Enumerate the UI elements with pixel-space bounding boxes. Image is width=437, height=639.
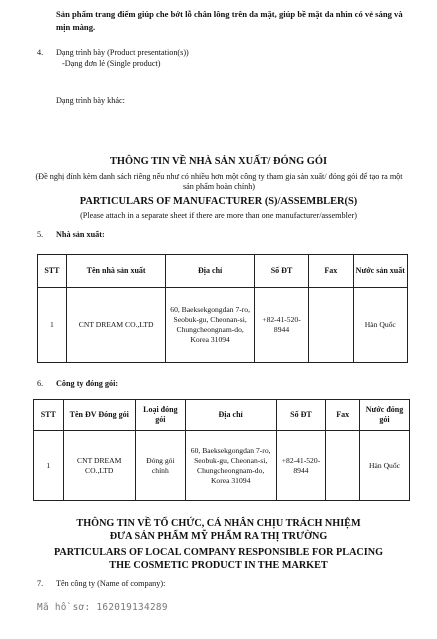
packer-table-header: [34, 400, 410, 431]
section-4-number: 4.: [37, 48, 44, 57]
table-row: [38, 288, 408, 363]
col-packer-name: Tên ĐV Đóng gói: [63, 400, 135, 431]
product-description: Sản phẩm trang điểm giúp che bớt lỗ chân lông trên da mặt, giúp bề mặt da nhìn có vẻ sáng và mịn màng.: [56, 9, 403, 32]
table-row: [34, 431, 410, 501]
manufacturer-table: [37, 254, 408, 363]
cell-fax: [309, 288, 353, 363]
col-address: Địa chỉ: [166, 255, 254, 288]
section-5-number: 5.: [37, 230, 44, 239]
manufacturer-title-vi: THÔNG TIN VỀ NHÀ SẢN XUẤT/ ĐÓNG GÓI: [110, 156, 327, 167]
section-7-number: 7.: [37, 579, 44, 588]
cell-country: Hàn Quốc: [353, 288, 407, 363]
cell-fax: [326, 431, 360, 501]
manufacturer-title-en: PARTICULARS OF MANUFACTURER (S)/ASSEMBLER(S): [79, 196, 358, 207]
col-stt: STT: [34, 400, 64, 431]
cell-manufacturer-name: CNT DREAM CO.,LTD: [66, 288, 166, 363]
col-country: Nước đóng gói: [360, 400, 410, 431]
col-country: Nước sản xuất: [353, 255, 407, 288]
local-company-title-en-2: THE COSMETIC PRODUCT IN THE MARKET: [109, 560, 328, 571]
col-fax: Fax: [326, 400, 360, 431]
col-address: Địa chỉ: [185, 400, 276, 431]
cell-phone: +82-41-520-8944: [254, 288, 308, 363]
cell-address: 60, Baeksekgongdan 7-ro, Seobuk-gu, Cheonan-si, Chungcheongnam-do, Korea 31094: [185, 431, 276, 501]
local-company-title-vi-2: ĐƯA SẢN PHẨM MỸ PHẨM RA THỊ TRƯỜNG: [109, 531, 328, 542]
cell-packing-type: Đóng gói chính: [135, 431, 185, 501]
cell-address: 60, Baeksekgongdan 7-ro, Seobuk-gu, Cheonan-si, Chungcheongnam-do, Korea 31094: [166, 288, 254, 363]
col-manufacturer-name: Tên nhà sản xuất: [66, 255, 166, 288]
cell-country: Hàn Quốc: [360, 431, 410, 501]
packer-table: [33, 399, 410, 501]
col-packing-type: Loại đóng gói: [135, 400, 185, 431]
record-number: Mã hồ sơ: 162019134289: [37, 602, 168, 613]
section-4-title: Dạng trình bày (Product presentation(s)): [56, 48, 189, 57]
section-7-title: Tên công ty (Name of company):: [56, 579, 166, 588]
section-6-title: Công ty đóng gói:: [56, 379, 119, 388]
col-phone: Số ĐT: [276, 400, 326, 431]
section-5-title: Nhà sản xuất:: [56, 230, 105, 239]
col-phone: Số ĐT: [254, 255, 308, 288]
col-fax: Fax: [309, 255, 353, 288]
manufacturer-table-header: [38, 255, 408, 288]
other-presentation-label: Dạng trình bày khác:: [56, 96, 125, 105]
manufacturer-note-en: (Please attach in a separate sheet if there are more than one manufacturer/assembler): [80, 211, 357, 220]
single-product-label: -Dạng đơn lẻ (Single product): [62, 59, 161, 68]
local-company-title-en-1: PARTICULARS OF LOCAL COMPANY RESPONSIBLE FOR PLACING: [53, 547, 384, 558]
manufacturer-note-vi: (Đề nghị đính kèm danh sách riêng nếu như có nhiều hơn một công ty tham gia sản xuất/ đóng gói để tạo ra một sản phẩm hoàn chỉnh): [35, 172, 403, 191]
cell-phone: +82-41-520-8944: [276, 431, 326, 501]
local-company-title-vi-1: THÔNG TIN VỀ TỔ CHỨC, CÁ NHÂN CHỊU TRÁCH NHIỆM: [76, 518, 361, 529]
cell-stt: 1: [34, 431, 64, 501]
section-6-number: 6.: [37, 379, 44, 388]
col-stt: STT: [38, 255, 67, 288]
cell-stt: 1: [38, 288, 67, 363]
cell-packer-name: CNT DREAM CO.,LTD: [63, 431, 135, 501]
